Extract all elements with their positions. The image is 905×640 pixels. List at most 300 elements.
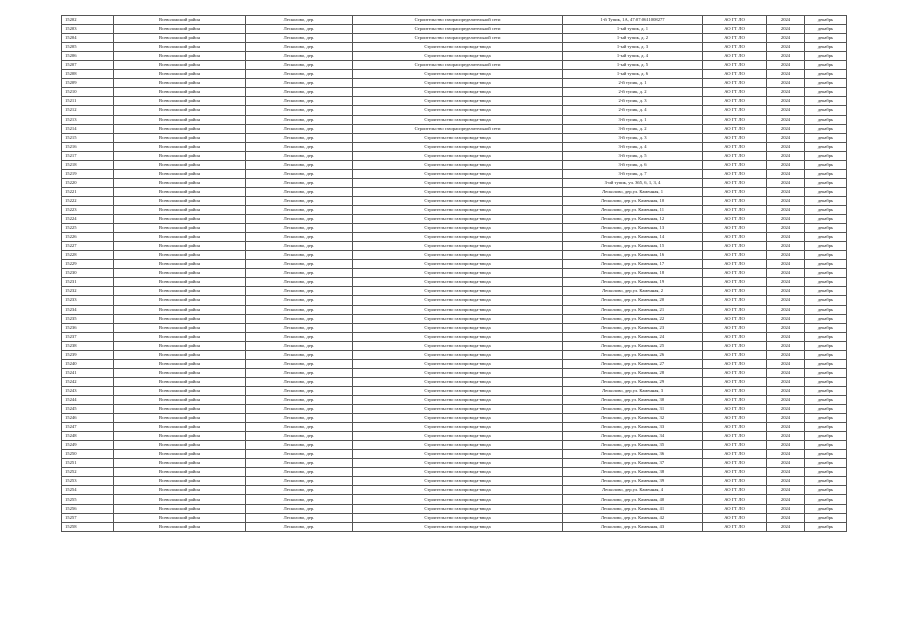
- organization-cell: АО ГТ ЛО: [703, 386, 767, 395]
- month-cell: декабрь: [805, 178, 847, 187]
- settlement-cell: Лесколово, дер.: [246, 278, 353, 287]
- table-row: [62, 43, 847, 52]
- organization-cell: АО ГТ ЛО: [703, 242, 767, 251]
- month-cell: декабрь: [805, 169, 847, 178]
- district-cell: Всеволожский район: [114, 169, 246, 178]
- row-number: 15212: [62, 106, 114, 115]
- row-number: 15218: [62, 160, 114, 169]
- work-type-cell: Строительство газопровода-ввода: [353, 196, 563, 205]
- work-type-cell: Строительство газопровода-ввода: [353, 323, 563, 332]
- work-type-cell: Строительство газопровода-ввода: [353, 395, 563, 404]
- district-cell: Всеволожский район: [114, 386, 246, 395]
- row-number: 15239: [62, 350, 114, 359]
- work-type-cell: Строительство газопровода-ввода: [353, 405, 563, 414]
- table-row: [62, 133, 847, 142]
- month-cell: декабрь: [805, 233, 847, 242]
- table-row: [62, 296, 847, 305]
- row-number: 15207: [62, 61, 114, 70]
- organization-cell: АО ГТ ЛО: [703, 52, 767, 61]
- year-cell: 2024: [767, 260, 805, 269]
- row-number: 15252: [62, 468, 114, 477]
- district-cell: Всеволожский район: [114, 314, 246, 323]
- organization-cell: АО ГТ ЛО: [703, 178, 767, 187]
- table-row: [62, 459, 847, 468]
- month-cell: декабрь: [805, 377, 847, 386]
- settlement-cell: Лесколово, дер.: [246, 386, 353, 395]
- year-cell: 2024: [767, 233, 805, 242]
- row-number: 15227: [62, 242, 114, 251]
- address-cell: Лесколово, дер.ул. Каменная, 25: [563, 341, 703, 350]
- settlement-cell: Лесколово, дер.: [246, 341, 353, 350]
- table-row: [62, 178, 847, 187]
- district-cell: Всеволожский район: [114, 133, 246, 142]
- month-cell: декабрь: [805, 133, 847, 142]
- district-cell: Всеволожский район: [114, 323, 246, 332]
- table-row: [62, 251, 847, 260]
- month-cell: декабрь: [805, 459, 847, 468]
- district-cell: Всеволожский район: [114, 205, 246, 214]
- table-row: [62, 350, 847, 359]
- district-cell: Всеволожский район: [114, 115, 246, 124]
- address-cell: Лесколово, дер.ул. Каменная, 32: [563, 414, 703, 423]
- address-cell: Лесколово, дер.ул. Каменная, 34: [563, 432, 703, 441]
- row-number: 15221: [62, 187, 114, 196]
- year-cell: 2024: [767, 25, 805, 34]
- year-cell: 2024: [767, 459, 805, 468]
- work-type-cell: Строительство газопровода-ввода: [353, 423, 563, 432]
- work-type-cell: Строительство газопровода-ввода: [353, 332, 563, 341]
- work-type-cell: Строительство газораспределительной сети: [353, 34, 563, 43]
- work-type-cell: Строительство газопровода-ввода: [353, 287, 563, 296]
- organization-cell: АО ГТ ЛО: [703, 215, 767, 224]
- settlement-cell: Лесколово, дер.: [246, 242, 353, 251]
- row-number: 15230: [62, 269, 114, 278]
- table-row: [62, 405, 847, 414]
- district-cell: Всеволожский район: [114, 486, 246, 495]
- organization-cell: АО ГТ ЛО: [703, 504, 767, 513]
- address-cell: 3-й тупик, д. 5: [563, 151, 703, 160]
- address-cell: Лесколово, дер.ул. Каменная, 3: [563, 386, 703, 395]
- table-row: [62, 233, 847, 242]
- table-row: [62, 52, 847, 61]
- table-row: [62, 16, 847, 25]
- organization-cell: АО ГТ ЛО: [703, 233, 767, 242]
- table-row: [62, 269, 847, 278]
- district-cell: Всеволожский район: [114, 43, 246, 52]
- work-type-cell: Строительство газопровода-ввода: [353, 160, 563, 169]
- address-cell: Лесколово, дер.ул. Каменная, 4: [563, 486, 703, 495]
- work-type-cell: Строительство газопровода-ввода: [353, 468, 563, 477]
- work-type-cell: Строительство газопровода-ввода: [353, 441, 563, 450]
- address-cell: Лесколово, дер.ул. Каменная, 41: [563, 504, 703, 513]
- month-cell: декабрь: [805, 260, 847, 269]
- table-row: [62, 79, 847, 88]
- address-cell: Лесколово, дер.ул. Каменная, 40: [563, 495, 703, 504]
- table-row: [62, 88, 847, 97]
- month-cell: декабрь: [805, 368, 847, 377]
- work-type-cell: Строительство газопровода-ввода: [353, 269, 563, 278]
- district-cell: Всеволожский район: [114, 25, 246, 34]
- year-cell: 2024: [767, 377, 805, 386]
- row-number: 15246: [62, 414, 114, 423]
- work-type-cell: Строительство газопровода-ввода: [353, 495, 563, 504]
- district-cell: Всеволожский район: [114, 332, 246, 341]
- address-cell: Лесколово, дер.ул. Каменная, 17: [563, 260, 703, 269]
- district-cell: Всеволожский район: [114, 160, 246, 169]
- organization-cell: АО ГТ ЛО: [703, 43, 767, 52]
- month-cell: декабрь: [805, 441, 847, 450]
- settlement-cell: Лесколово, дер.: [246, 52, 353, 61]
- row-number: 15247: [62, 423, 114, 432]
- district-cell: Всеволожский район: [114, 405, 246, 414]
- address-cell: 3-ий тупик, уч. 365, 6, 1, 3, 4: [563, 178, 703, 187]
- address-cell: Лесколово, дер.ул. Каменная, 19: [563, 278, 703, 287]
- address-cell: Лесколово, дер.ул. Каменная, 35: [563, 441, 703, 450]
- year-cell: 2024: [767, 423, 805, 432]
- work-type-cell: Строительство газораспределительной сети: [353, 61, 563, 70]
- year-cell: 2024: [767, 70, 805, 79]
- district-cell: Всеволожский район: [114, 106, 246, 115]
- address-cell: Лесколово, дер.ул. Каменная, 31: [563, 405, 703, 414]
- district-cell: Всеволожский район: [114, 341, 246, 350]
- address-cell: 2-й тупик, д. 2: [563, 88, 703, 97]
- year-cell: 2024: [767, 160, 805, 169]
- address-cell: Лесколово, дер.ул. Каменная, 15: [563, 242, 703, 251]
- month-cell: декабрь: [805, 34, 847, 43]
- work-type-cell: Строительство газопровода-ввода: [353, 233, 563, 242]
- address-cell: 1-й Тупик, 1А, 47:07:0611008277: [563, 16, 703, 25]
- year-cell: 2024: [767, 251, 805, 260]
- month-cell: декабрь: [805, 151, 847, 160]
- year-cell: 2024: [767, 178, 805, 187]
- district-cell: Всеволожский район: [114, 34, 246, 43]
- year-cell: 2024: [767, 296, 805, 305]
- address-cell: Лесколово, дер.ул. Каменная, 26: [563, 350, 703, 359]
- organization-cell: АО ГТ ЛО: [703, 224, 767, 233]
- settlement-cell: Лесколово, дер.: [246, 368, 353, 377]
- address-cell: Лесколово, дер.ул. Каменная, 14: [563, 233, 703, 242]
- district-cell: Всеволожский район: [114, 224, 246, 233]
- address-cell: Лесколово, дер.ул. Каменная, 36: [563, 450, 703, 459]
- work-type-cell: Строительство газопровода-ввода: [353, 341, 563, 350]
- month-cell: декабрь: [805, 386, 847, 395]
- row-number: 15209: [62, 79, 114, 88]
- district-cell: Всеволожский район: [114, 178, 246, 187]
- organization-cell: АО ГТ ЛО: [703, 88, 767, 97]
- organization-cell: АО ГТ ЛО: [703, 368, 767, 377]
- month-cell: декабрь: [805, 341, 847, 350]
- year-cell: 2024: [767, 196, 805, 205]
- year-cell: 2024: [767, 115, 805, 124]
- row-number: 15256: [62, 504, 114, 513]
- year-cell: 2024: [767, 133, 805, 142]
- work-type-cell: Строительство газопровода-ввода: [353, 43, 563, 52]
- table-row: [62, 414, 847, 423]
- month-cell: декабрь: [805, 314, 847, 323]
- work-type-cell: Строительство газопровода-ввода: [353, 450, 563, 459]
- work-type-cell: Строительство газопровода-ввода: [353, 314, 563, 323]
- year-cell: 2024: [767, 405, 805, 414]
- row-number: 15226: [62, 233, 114, 242]
- settlement-cell: Лесколово, дер.: [246, 97, 353, 106]
- settlement-cell: Лесколово, дер.: [246, 350, 353, 359]
- month-cell: декабрь: [805, 242, 847, 251]
- row-number: 15203: [62, 25, 114, 34]
- table-row: [62, 260, 847, 269]
- settlement-cell: Лесколово, дер.: [246, 16, 353, 25]
- row-number: 15206: [62, 52, 114, 61]
- row-number: 15255: [62, 495, 114, 504]
- month-cell: декабрь: [805, 477, 847, 486]
- month-cell: декабрь: [805, 350, 847, 359]
- row-number: 15249: [62, 441, 114, 450]
- month-cell: декабрь: [805, 205, 847, 214]
- row-number: 15217: [62, 151, 114, 160]
- settlement-cell: Лесколово, дер.: [246, 296, 353, 305]
- table-row: [62, 522, 847, 531]
- row-number: 15219: [62, 169, 114, 178]
- month-cell: декабрь: [805, 97, 847, 106]
- settlement-cell: Лесколово, дер.: [246, 215, 353, 224]
- address-cell: 3-й тупик, д. 3: [563, 133, 703, 142]
- settlement-cell: Лесколово, дер.: [246, 115, 353, 124]
- district-cell: Всеволожский район: [114, 61, 246, 70]
- year-cell: 2024: [767, 187, 805, 196]
- month-cell: декабрь: [805, 224, 847, 233]
- row-number: 15220: [62, 178, 114, 187]
- row-number: 15233: [62, 296, 114, 305]
- address-cell: Лесколово, дер.ул. Каменная, 18: [563, 269, 703, 278]
- settlement-cell: Лесколово, дер.: [246, 124, 353, 133]
- address-cell: 3-й тупик, д. 2: [563, 124, 703, 133]
- organization-cell: АО ГТ ЛО: [703, 350, 767, 359]
- table-row: [62, 242, 847, 251]
- year-cell: 2024: [767, 477, 805, 486]
- settlement-cell: Лесколово, дер.: [246, 405, 353, 414]
- year-cell: 2024: [767, 97, 805, 106]
- district-cell: Всеволожский район: [114, 242, 246, 251]
- year-cell: 2024: [767, 314, 805, 323]
- organization-cell: АО ГТ ЛО: [703, 169, 767, 178]
- table-row: [62, 187, 847, 196]
- year-cell: 2024: [767, 359, 805, 368]
- district-cell: Всеволожский район: [114, 52, 246, 61]
- work-type-cell: Строительство газопровода-ввода: [353, 169, 563, 178]
- year-cell: 2024: [767, 205, 805, 214]
- row-number: 15215: [62, 133, 114, 142]
- settlement-cell: Лесколово, дер.: [246, 79, 353, 88]
- settlement-cell: Лесколово, дер.: [246, 25, 353, 34]
- organization-cell: АО ГТ ЛО: [703, 142, 767, 151]
- district-cell: Всеволожский район: [114, 495, 246, 504]
- organization-cell: АО ГТ ЛО: [703, 441, 767, 450]
- organization-cell: АО ГТ ЛО: [703, 305, 767, 314]
- year-cell: 2024: [767, 495, 805, 504]
- year-cell: 2024: [767, 432, 805, 441]
- organization-cell: АО ГТ ЛО: [703, 106, 767, 115]
- settlement-cell: Лесколово, дер.: [246, 468, 353, 477]
- address-cell: 3-й тупик, д. 1: [563, 115, 703, 124]
- work-type-cell: Строительство газопровода-ввода: [353, 477, 563, 486]
- year-cell: 2024: [767, 16, 805, 25]
- work-type-cell: Строительство газопровода-ввода: [353, 414, 563, 423]
- year-cell: 2024: [767, 513, 805, 522]
- table-row: [62, 395, 847, 404]
- address-cell: Лесколово, дер.ул. Каменная, 22: [563, 314, 703, 323]
- row-number: 15240: [62, 359, 114, 368]
- settlement-cell: Лесколово, дер.: [246, 395, 353, 404]
- year-cell: 2024: [767, 269, 805, 278]
- district-cell: Всеволожский район: [114, 287, 246, 296]
- district-cell: Всеволожский район: [114, 187, 246, 196]
- row-number: 15250: [62, 450, 114, 459]
- district-cell: Всеволожский район: [114, 142, 246, 151]
- organization-cell: АО ГТ ЛО: [703, 187, 767, 196]
- row-number: 15237: [62, 332, 114, 341]
- year-cell: 2024: [767, 52, 805, 61]
- district-cell: Всеволожский район: [114, 477, 246, 486]
- month-cell: декабрь: [805, 25, 847, 34]
- month-cell: декабрь: [805, 522, 847, 531]
- row-number: 15251: [62, 459, 114, 468]
- organization-cell: АО ГТ ЛО: [703, 79, 767, 88]
- work-type-cell: Строительство газопровода-ввода: [353, 368, 563, 377]
- district-cell: Всеволожский район: [114, 233, 246, 242]
- work-type-cell: Строительство газопровода-ввода: [353, 251, 563, 260]
- year-cell: 2024: [767, 486, 805, 495]
- address-cell: 1-ый тупик, д. 4: [563, 52, 703, 61]
- table-row: [62, 124, 847, 133]
- district-cell: Всеволожский район: [114, 513, 246, 522]
- work-type-cell: Строительство газопровода-ввода: [353, 350, 563, 359]
- row-number: 15254: [62, 486, 114, 495]
- year-cell: 2024: [767, 88, 805, 97]
- settlement-cell: Лесколово, дер.: [246, 432, 353, 441]
- table-body: [62, 16, 847, 532]
- settlement-cell: Лесколово, дер.: [246, 142, 353, 151]
- year-cell: 2024: [767, 169, 805, 178]
- organization-cell: АО ГТ ЛО: [703, 414, 767, 423]
- row-number: 15241: [62, 368, 114, 377]
- month-cell: декабрь: [805, 432, 847, 441]
- year-cell: 2024: [767, 368, 805, 377]
- month-cell: декабрь: [805, 278, 847, 287]
- work-type-cell: Строительство газопровода-ввода: [353, 224, 563, 233]
- month-cell: декабрь: [805, 196, 847, 205]
- district-cell: Всеволожский район: [114, 196, 246, 205]
- month-cell: декабрь: [805, 115, 847, 124]
- month-cell: декабрь: [805, 106, 847, 115]
- organization-cell: АО ГТ ЛО: [703, 323, 767, 332]
- district-cell: Всеволожский район: [114, 305, 246, 314]
- year-cell: 2024: [767, 504, 805, 513]
- year-cell: 2024: [767, 450, 805, 459]
- table-row: [62, 486, 847, 495]
- year-cell: 2024: [767, 468, 805, 477]
- year-cell: 2024: [767, 34, 805, 43]
- row-number: 15231: [62, 278, 114, 287]
- table-row: [62, 450, 847, 459]
- table-row: [62, 314, 847, 323]
- settlement-cell: Лесколово, дер.: [246, 205, 353, 214]
- settlement-cell: Лесколово, дер.: [246, 377, 353, 386]
- work-type-cell: Строительство газопровода-ввода: [353, 52, 563, 61]
- work-type-cell: Строительство газопровода-ввода: [353, 242, 563, 251]
- district-cell: Всеволожский район: [114, 124, 246, 133]
- table-row: [62, 495, 847, 504]
- organization-cell: АО ГТ ЛО: [703, 25, 767, 34]
- organization-cell: АО ГТ ЛО: [703, 278, 767, 287]
- settlement-cell: Лесколово, дер.: [246, 332, 353, 341]
- organization-cell: АО ГТ ЛО: [703, 251, 767, 260]
- work-type-cell: Строительство газораспределительной сети: [353, 124, 563, 133]
- table-row: [62, 196, 847, 205]
- address-cell: Лесколово, дер.ул. Каменная, 24: [563, 332, 703, 341]
- row-number: 15258: [62, 522, 114, 531]
- settlement-cell: Лесколово, дер.: [246, 160, 353, 169]
- year-cell: 2024: [767, 79, 805, 88]
- row-number: 15244: [62, 395, 114, 404]
- work-type-cell: Строительство газопровода-ввода: [353, 432, 563, 441]
- settlement-cell: Лесколово, дер.: [246, 260, 353, 269]
- district-cell: Всеволожский район: [114, 414, 246, 423]
- row-number: 15242: [62, 377, 114, 386]
- settlement-cell: Лесколово, дер.: [246, 359, 353, 368]
- table-row: [62, 432, 847, 441]
- work-type-cell: Строительство газопровода-ввода: [353, 305, 563, 314]
- row-number: 15223: [62, 205, 114, 214]
- month-cell: декабрь: [805, 215, 847, 224]
- organization-cell: АО ГТ ЛО: [703, 160, 767, 169]
- organization-cell: АО ГТ ЛО: [703, 97, 767, 106]
- table-row: [62, 386, 847, 395]
- organization-cell: АО ГТ ЛО: [703, 287, 767, 296]
- address-cell: Лесколово, дер.ул. Каменная, 30: [563, 395, 703, 404]
- gas-works-table: [61, 15, 847, 532]
- row-number: 15248: [62, 432, 114, 441]
- document-page: [61, 15, 846, 532]
- settlement-cell: Лесколово, дер.: [246, 106, 353, 115]
- year-cell: 2024: [767, 287, 805, 296]
- work-type-cell: Строительство газопровода-ввода: [353, 115, 563, 124]
- table-row: [62, 468, 847, 477]
- table-row: [62, 332, 847, 341]
- row-number: 15234: [62, 305, 114, 314]
- organization-cell: АО ГТ ЛО: [703, 423, 767, 432]
- settlement-cell: Лесколово, дер.: [246, 459, 353, 468]
- work-type-cell: Строительство газопровода-ввода: [353, 486, 563, 495]
- settlement-cell: Лесколово, дер.: [246, 513, 353, 522]
- year-cell: 2024: [767, 522, 805, 531]
- district-cell: Всеволожский район: [114, 251, 246, 260]
- settlement-cell: Лесколово, дер.: [246, 88, 353, 97]
- table-row: [62, 70, 847, 79]
- settlement-cell: Лесколово, дер.: [246, 233, 353, 242]
- settlement-cell: Лесколово, дер.: [246, 477, 353, 486]
- settlement-cell: Лесколово, дер.: [246, 151, 353, 160]
- work-type-cell: Строительство газопровода-ввода: [353, 522, 563, 531]
- month-cell: декабрь: [805, 16, 847, 25]
- settlement-cell: Лесколово, дер.: [246, 314, 353, 323]
- month-cell: декабрь: [805, 251, 847, 260]
- address-cell: 1-ый тупик, д. 3: [563, 43, 703, 52]
- year-cell: 2024: [767, 43, 805, 52]
- address-cell: 1-ый тупик, д. 2: [563, 34, 703, 43]
- table-row: [62, 377, 847, 386]
- work-type-cell: Строительство газопровода-ввода: [353, 79, 563, 88]
- settlement-cell: Лесколово, дер.: [246, 414, 353, 423]
- table-row: [62, 323, 847, 332]
